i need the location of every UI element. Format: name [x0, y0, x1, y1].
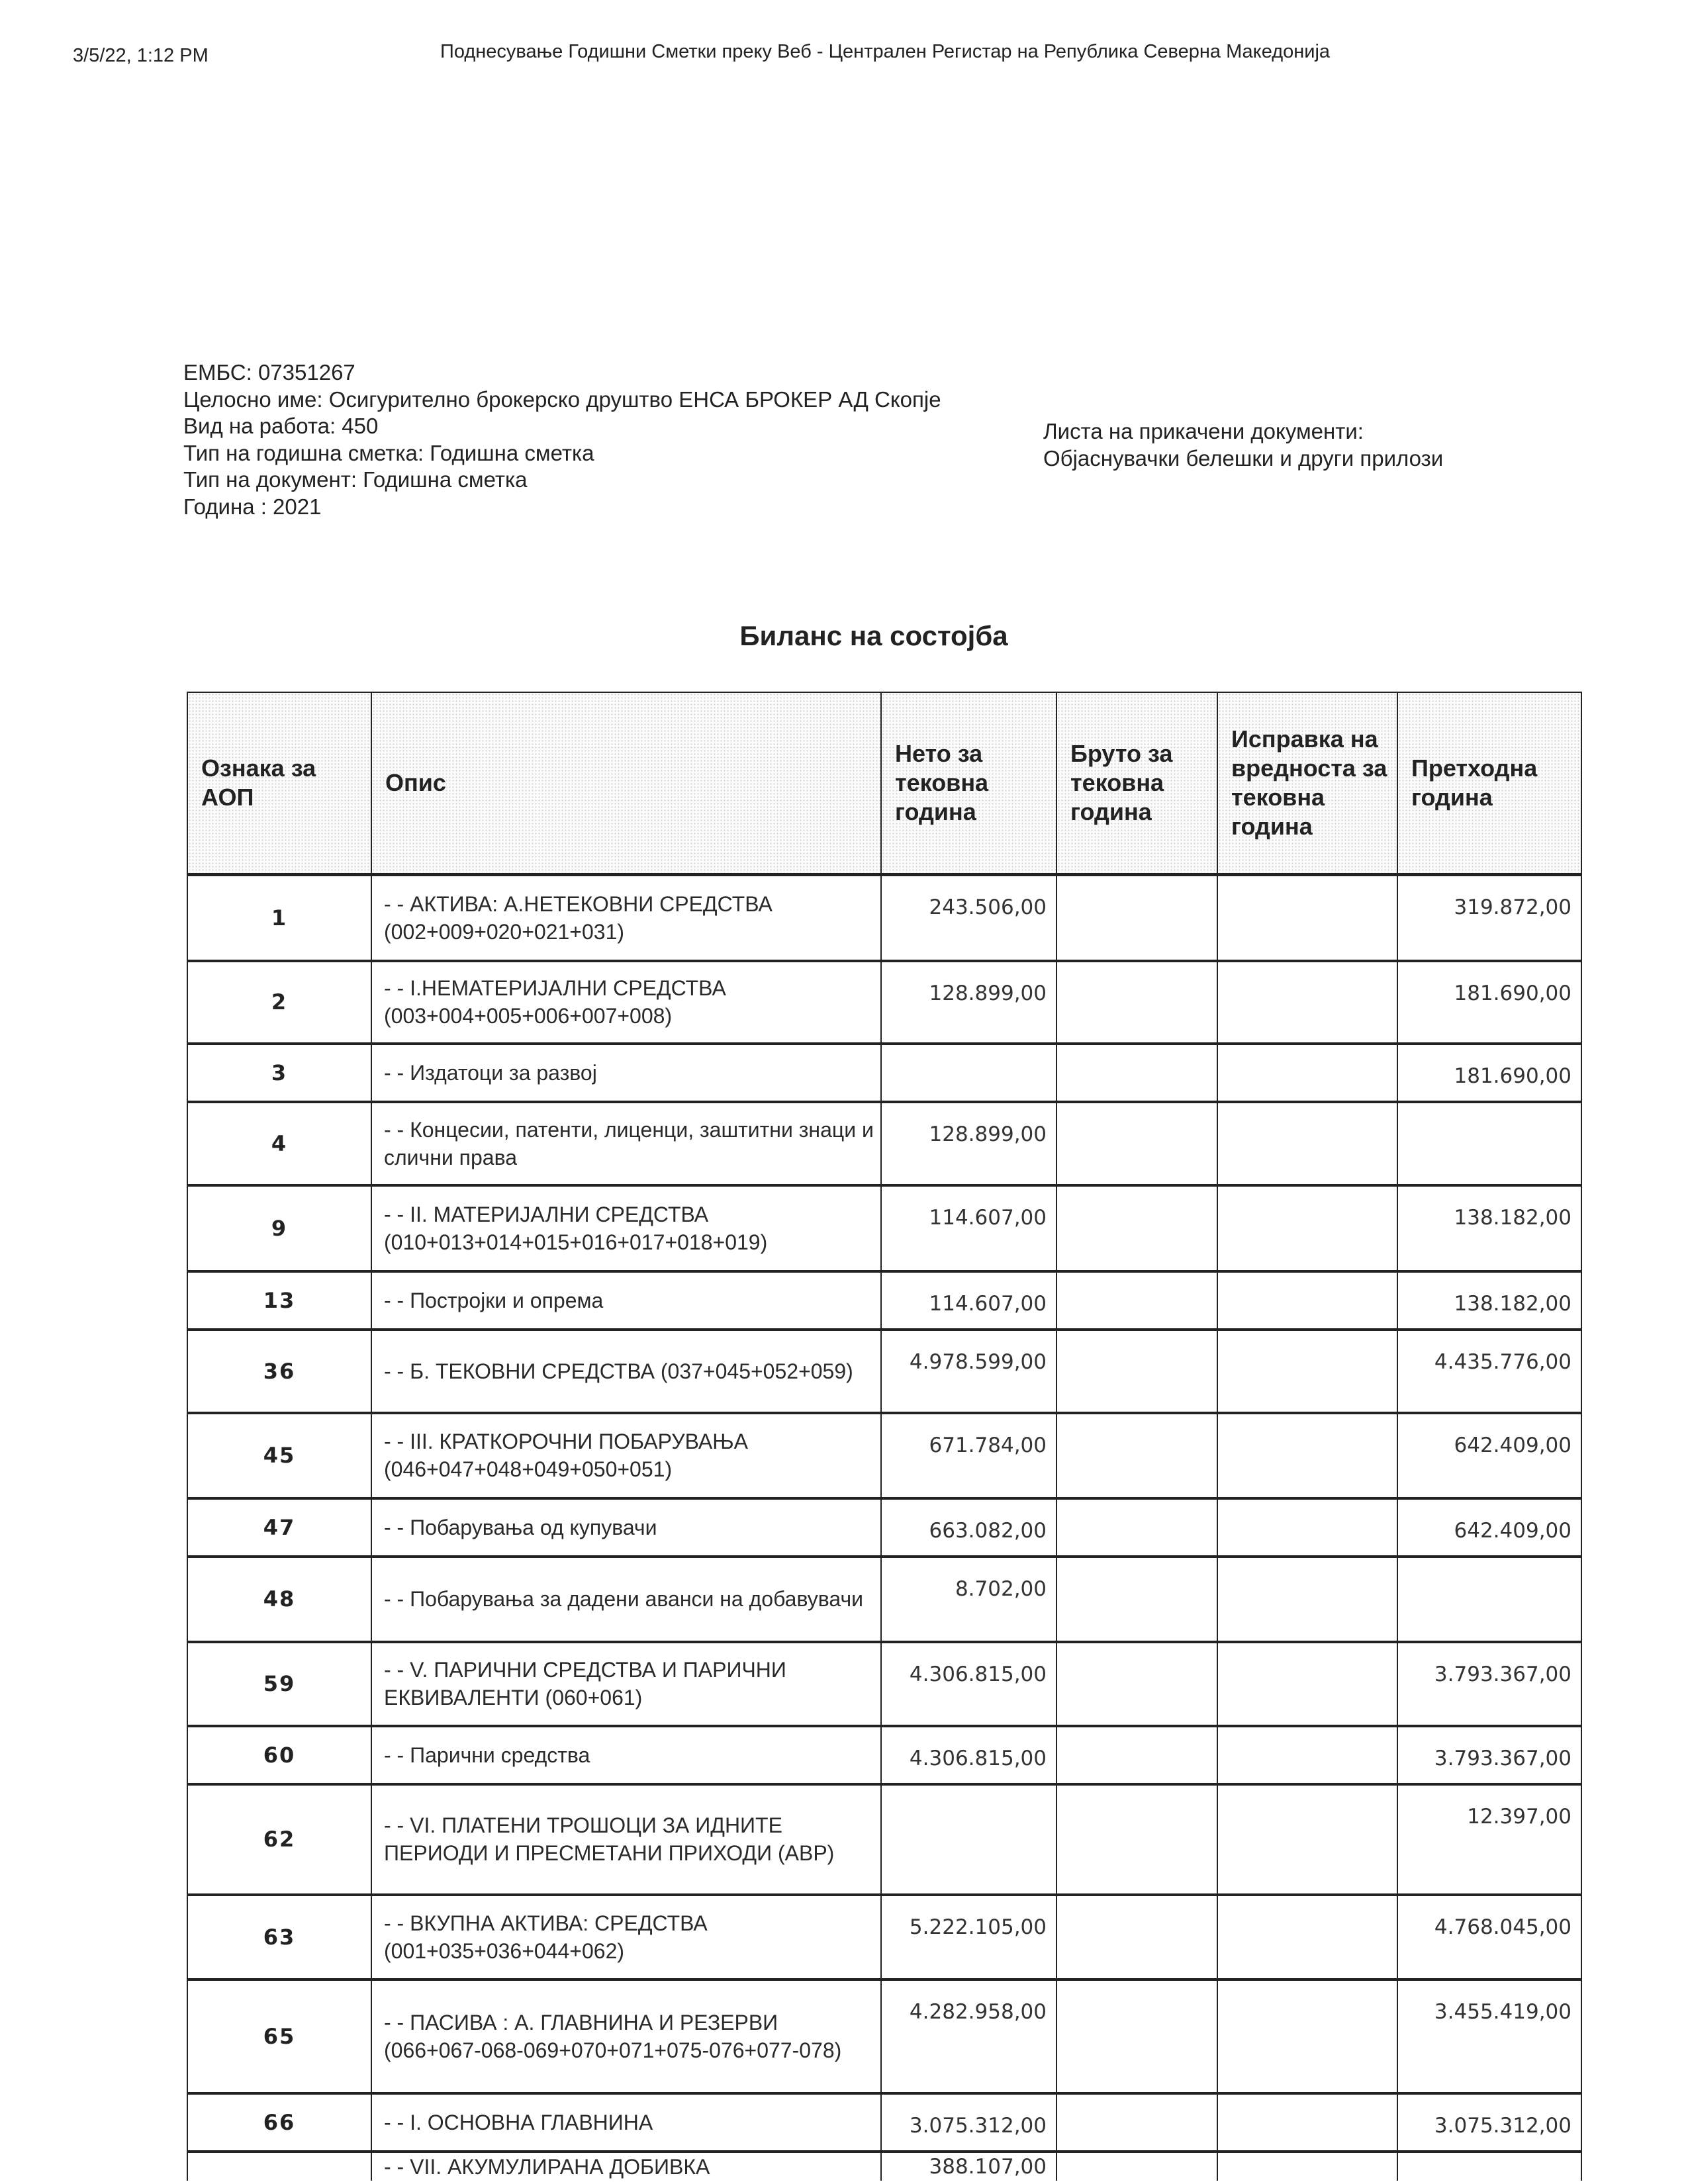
table-row — [187, 875, 1581, 961]
net-current-value: 114.607,00 — [881, 1185, 1056, 1271]
aop-code: 47 — [187, 1498, 371, 1557]
adjustment-value — [1217, 2093, 1397, 2152]
aop-code: 2 — [187, 961, 371, 1044]
table-row-partial — [187, 2152, 1581, 2181]
net-current-value: 3.075.312,00 — [881, 2093, 1056, 2152]
aop-code: 60 — [187, 1726, 371, 1784]
gross-current-value — [1056, 1413, 1217, 1498]
column-header-gross-current: Бруто за тековна година — [1056, 692, 1217, 875]
table-row — [187, 1271, 1581, 1330]
previous-year-value: 181.690,00 — [1397, 961, 1581, 1044]
row-description: - - ПАСИВА : А. ГЛАВНИНА И РЕЗЕРВИ (066+067-068-069+070+071+075-076+077-078) — [371, 1979, 881, 2093]
balance-sheet-table — [187, 692, 1582, 2181]
previous-year-value: 12.397,00 — [1397, 1784, 1581, 1895]
gross-current-value — [1056, 1979, 1217, 2093]
aop-code: 36 — [187, 1330, 371, 1413]
table-row — [187, 1557, 1581, 1642]
adjustment-value — [1217, 1726, 1397, 1784]
gross-current-value — [1056, 1044, 1217, 1102]
row-description: - - V. ПАРИЧНИ СРЕДСТВА И ПАРИЧНИ ЕКВИВАЛЕНТИ (060+061) — [371, 1642, 881, 1726]
net-current-value: 114.607,00 — [881, 1271, 1056, 1330]
row-description: - - Парични средства — [371, 1726, 881, 1784]
net-current-value: 388.107,00 — [881, 2152, 1056, 2181]
previous-year-value — [1397, 1557, 1581, 1642]
attachment-item: Објаснувачки белешки и други прилози — [1043, 445, 1444, 471]
net-current-value: 4.978.599,00 — [881, 1330, 1056, 1413]
column-header-aop: Ознака за АОП — [187, 692, 371, 875]
aop-code — [187, 2152, 371, 2181]
previous-year-value: 3.455.419,00 — [1397, 1979, 1581, 2093]
aop-code: 66 — [187, 2093, 371, 2152]
adjustment-value — [1217, 1498, 1397, 1557]
attachments-list — [1043, 418, 1443, 472]
net-current-value — [881, 1784, 1056, 1895]
table-row — [187, 1185, 1581, 1271]
row-description: - - III. КРАТКОРОЧНИ ПОБАРУВАЊА (046+047+048+049+050+051) — [371, 1413, 881, 1498]
aop-code: 48 — [187, 1557, 371, 1642]
company-full-name: Целосно име: Осигурително брокерско друштво ЕНСА БРОКЕР АД Скопје — [183, 387, 941, 412]
row-description: - - I. ОСНОВНА ГЛАВНИНА — [371, 2093, 881, 2152]
aop-code: 13 — [187, 1271, 371, 1330]
table-row — [187, 1979, 1581, 2093]
adjustment-value — [1217, 1044, 1397, 1102]
row-description: - - II. МАТЕРИЈАЛНИ СРЕДСТВА (010+013+014+015+016+017+018+019) — [371, 1185, 881, 1271]
net-current-value: 4.306.815,00 — [881, 1726, 1056, 1784]
gross-current-value — [1056, 1895, 1217, 1979]
adjustment-value — [1217, 1102, 1397, 1185]
aop-code: 3 — [187, 1044, 371, 1102]
previous-year-value: 181.690,00 — [1397, 1044, 1581, 1102]
gross-current-value — [1056, 1102, 1217, 1185]
embs: ЕМБС: 07351267 — [183, 360, 355, 385]
aop-code: 9 — [187, 1185, 371, 1271]
annual-account-type: Тип на годишна сметка: Годишна сметка — [183, 440, 594, 465]
gross-current-value — [1056, 1330, 1217, 1413]
adjustment-value — [1217, 1979, 1397, 2093]
document-type: Тип на документ: Годишна сметка — [183, 467, 528, 492]
table-row — [187, 1498, 1581, 1557]
table-row — [187, 1413, 1581, 1498]
gross-current-value — [1056, 1642, 1217, 1726]
previous-year-value: 642.409,00 — [1397, 1498, 1581, 1557]
net-current-value: 4.306.815,00 — [881, 1642, 1056, 1726]
row-description: - - Б. ТЕКОВНИ СРЕДСТВА (037+045+052+059) — [371, 1330, 881, 1413]
adjustment-value — [1217, 1784, 1397, 1895]
adjustment-value — [1217, 1413, 1397, 1498]
row-description: - - Побарувања од купувачи — [371, 1498, 881, 1557]
previous-year-value: 138.182,00 — [1397, 1271, 1581, 1330]
aop-code: 1 — [187, 875, 371, 961]
row-description: - - ВКУПНА АКТИВА: СРЕДСТВА (001+035+036+044+062) — [371, 1895, 881, 1979]
table-row — [187, 1895, 1581, 1979]
previous-year-value: 319.872,00 — [1397, 875, 1581, 961]
table-body — [187, 875, 1581, 2181]
table-header-row — [187, 692, 1581, 875]
row-description: - - Постројки и опрема — [371, 1271, 881, 1330]
activity-code: Вид на работа: 450 — [183, 414, 379, 438]
net-current-value: 243.506,00 — [881, 875, 1056, 961]
table-row — [187, 2093, 1581, 2152]
print-header — [0, 41, 1688, 71]
gross-current-value — [1056, 1784, 1217, 1895]
net-current-value: 671.784,00 — [881, 1413, 1056, 1498]
company-info — [183, 359, 941, 520]
print-datetime: 3/5/22, 1:12 PM — [73, 45, 209, 66]
adjustment-value — [1217, 875, 1397, 961]
previous-year-value: 3.075.312,00 — [1397, 2093, 1581, 2152]
attachments-label: Листа на прикачени документи: — [1043, 419, 1364, 443]
net-current-value: 8.702,00 — [881, 1557, 1056, 1642]
document-title: Биланс на состојба — [739, 620, 1008, 651]
row-description: - - АКТИВА: А.НЕТЕКОВНИ СРЕДСТВА (002+009+020+021+031) — [371, 875, 881, 961]
table-row — [187, 1726, 1581, 1784]
row-description: - - Побарувања за дадени аванси на добавувачи — [371, 1557, 881, 1642]
net-current-value: 128.899,00 — [881, 1102, 1056, 1185]
aop-code: 63 — [187, 1895, 371, 1979]
adjustment-value — [1217, 1185, 1397, 1271]
net-current-value: 5.222.105,00 — [881, 1895, 1056, 1979]
aop-code: 59 — [187, 1642, 371, 1726]
table-row — [187, 961, 1581, 1044]
gross-current-value — [1056, 961, 1217, 1044]
table-row — [187, 1044, 1581, 1102]
fiscal-year: Година : 2021 — [183, 494, 322, 519]
adjustment-value — [1217, 1557, 1397, 1642]
adjustment-value — [1217, 1330, 1397, 1413]
adjustment-value — [1217, 2152, 1397, 2181]
aop-code: 65 — [187, 1979, 371, 2093]
column-header-description: Опис — [371, 692, 881, 875]
row-description: - - I.НЕМАТЕРИЈАЛНИ СРЕДСТВА (003+004+005+006+007+008) — [371, 961, 881, 1044]
print-page-title: Поднесување Годишни Сметки преку Веб - Централен Регистар на Република Северна Македонија — [440, 41, 1331, 62]
previous-year-value: 4.435.776,00 — [1397, 1330, 1581, 1413]
previous-year-value: 642.409,00 — [1397, 1413, 1581, 1498]
gross-current-value — [1056, 875, 1217, 961]
previous-year-value: 3.793.367,00 — [1397, 1726, 1581, 1784]
row-description: - - Издатоци за развој — [371, 1044, 881, 1102]
net-current-value: 663.082,00 — [881, 1498, 1056, 1557]
column-header-net-current: Нето за тековна година — [881, 692, 1056, 875]
aop-code: 4 — [187, 1102, 371, 1185]
row-description: - - VII. АКУМУЛИРАНА ДОБИВКА — [371, 2152, 881, 2181]
row-description: - - VI. ПЛАТЕНИ ТРОШОЦИ ЗА ИДНИТЕ ПЕРИОДИ И ПРЕСМЕТАНИ ПРИХОДИ (АВР) — [371, 1784, 881, 1895]
gross-current-value — [1056, 2152, 1217, 2181]
previous-year-value — [1397, 2152, 1581, 2181]
adjustment-value — [1217, 1895, 1397, 1979]
aop-code: 45 — [187, 1413, 371, 1498]
previous-year-value: 3.793.367,00 — [1397, 1642, 1581, 1726]
gross-current-value — [1056, 1557, 1217, 1642]
adjustment-value — [1217, 961, 1397, 1044]
gross-current-value — [1056, 1726, 1217, 1784]
table-row — [187, 1642, 1581, 1726]
previous-year-value: 4.768.045,00 — [1397, 1895, 1581, 1979]
adjustment-value — [1217, 1271, 1397, 1330]
column-header-previous-year: Претходна година — [1397, 692, 1581, 875]
previous-year-value: 138.182,00 — [1397, 1185, 1581, 1271]
gross-current-value — [1056, 1185, 1217, 1271]
row-description: - - Концесии, патенти, лиценци, заштитни знаци и слични права — [371, 1102, 881, 1185]
net-current-value — [881, 1044, 1056, 1102]
net-current-value: 4.282.958,00 — [881, 1979, 1056, 2093]
gross-current-value — [1056, 1271, 1217, 1330]
gross-current-value — [1056, 2093, 1217, 2152]
gross-current-value — [1056, 1498, 1217, 1557]
table-row — [187, 1330, 1581, 1413]
net-current-value: 128.899,00 — [881, 961, 1056, 1044]
column-header-adjustment: Исправка на вредноста за тековна година — [1217, 692, 1397, 875]
aop-code: 62 — [187, 1784, 371, 1895]
table-row — [187, 1784, 1581, 1895]
previous-year-value — [1397, 1102, 1581, 1185]
adjustment-value — [1217, 1642, 1397, 1726]
table-row — [187, 1102, 1581, 1185]
